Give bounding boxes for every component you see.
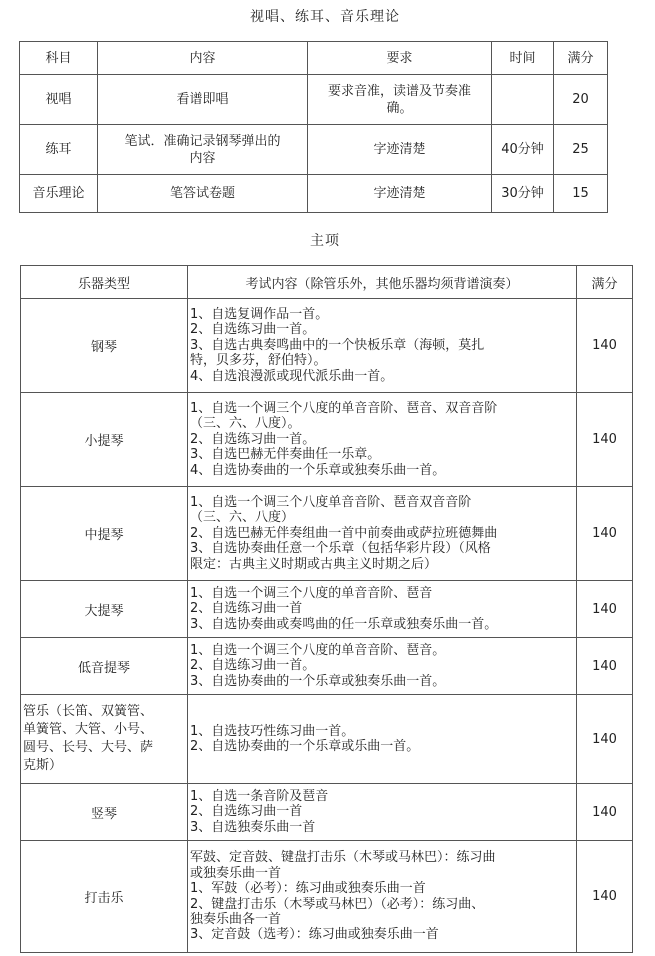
header-requirement: 要求 — [308, 42, 492, 75]
header-content: 内容 — [98, 42, 308, 75]
content-cell: 1、自选一个调三个八度的单音音阶、琶音 2、自选练习曲一首 3、自选协奏曲或奏鸣曲的任一乐章或独奏乐曲一首。 — [188, 581, 577, 638]
instrument-cell: 小提琴 — [21, 393, 188, 487]
section-title-major: 主项 — [310, 233, 340, 249]
time-cell: 30分钟 — [492, 175, 554, 213]
score-cell: 140 — [577, 487, 633, 581]
requirement-cell: 字迹清楚 — [308, 125, 492, 175]
header-score: 满分 — [554, 42, 608, 75]
subject-cell: 练耳 — [20, 125, 98, 175]
theory-exam-table — [19, 41, 608, 213]
instrument-cell: 打击乐 — [21, 841, 188, 953]
content-cell: 看谱即唱 — [98, 75, 308, 125]
instrument-cell: 管乐（长笛、双簧管、 单簧管、大管、小号、 圆号、长号、大号、萨 克斯） — [21, 695, 188, 784]
score-cell: 140 — [577, 393, 633, 487]
instrument-cell: 中提琴 — [21, 487, 188, 581]
table-row — [20, 175, 608, 213]
table-row — [21, 581, 633, 638]
table-row — [21, 841, 633, 953]
header-exam-content: 考试内容（除管乐外，其他乐器均须背谱演奏） — [188, 266, 577, 299]
content-cell: 军鼓、定音鼓、键盘打击乐（木琴或马林巴）：练习曲 或独奏乐曲一首 1、军鼓（必考）：练习曲或独奏乐曲一首 2、键盘打击乐（木琴或马林巴）（必考）：练习曲、 独奏乐曲各一首 3、定音鼓（选考）：练习曲或独奏乐曲一首 — [188, 841, 577, 953]
major-exam-table — [20, 265, 633, 953]
content-cell: 1、自选一个调三个八度的单音音阶、琶音。 2、自选练习曲一首。 3、自选协奏曲的一个乐章或独奏乐曲一首。 — [188, 638, 577, 695]
content-cell: 1、自选复调作品一首。 2、自选练习曲一首。 3、自选古典奏鸣曲中的一个快板乐章（海顿，莫扎 特，贝多芬，舒伯特）。 4、自选浪漫派或现代派乐曲一首。 — [188, 299, 577, 393]
time-cell: 40分钟 — [492, 125, 554, 175]
requirement-cell: 字迹清楚 — [308, 175, 492, 213]
table-header-row — [21, 266, 633, 299]
table-row — [21, 638, 633, 695]
score-cell: 140 — [577, 581, 633, 638]
requirement-cell: 要求音准，读谱及节奏准 确。 — [308, 75, 492, 125]
header-time: 时间 — [492, 42, 554, 75]
table-header-row — [20, 42, 608, 75]
header-subject: 科目 — [20, 42, 98, 75]
content-cell: 笔答试卷题 — [98, 175, 308, 213]
time-cell — [492, 75, 554, 125]
score-cell: 140 — [577, 841, 633, 953]
table-row — [21, 784, 633, 841]
header-instrument: 乐器类型 — [21, 266, 188, 299]
table-row — [21, 695, 633, 784]
score-cell: 140 — [577, 695, 633, 784]
table-row — [21, 487, 633, 581]
score-cell: 140 — [577, 299, 633, 393]
instrument-cell: 竖琴 — [21, 784, 188, 841]
content-cell: 1、自选一个调三个八度的单音音阶、琶音、双音音阶 （三、六、八度）。 2、自选练习曲一首。 3、自选巴赫无伴奏曲任一乐章。 4、自选协奏曲的一个乐章或独奏乐曲一首。 — [188, 393, 577, 487]
content-cell: 1、自选一条音阶及琶音 2、自选练习曲一首 3、自选独奏乐曲一首 — [188, 784, 577, 841]
header-score: 满分 — [577, 266, 633, 299]
score-cell: 25 — [554, 125, 608, 175]
subject-cell: 音乐理论 — [20, 175, 98, 213]
score-cell: 140 — [577, 784, 633, 841]
content-cell: 1、自选一个调三个八度单音音阶、琶音双音音阶 （三、六、八度） 2、自选巴赫无伴奏组曲一首中前奏曲或萨拉班德舞曲 3、自选协奏曲任意一个乐章（包括华彩片段）（风格 限定：古典主义时期或古典主义时期之后） — [188, 487, 577, 581]
score-cell: 15 — [554, 175, 608, 213]
table-row — [21, 299, 633, 393]
table-row — [20, 75, 608, 125]
instrument-cell: 大提琴 — [21, 581, 188, 638]
section-title-theory: 视唱、练耳、音乐理论 — [250, 9, 400, 25]
table-row — [20, 125, 608, 175]
score-cell: 140 — [577, 638, 633, 695]
table-row — [21, 393, 633, 487]
content-cell: 笔试．准确记录钢琴弹出的 内容 — [98, 125, 308, 175]
content-cell: 1、自选技巧性练习曲一首。 2、自选协奏曲的一个乐章或乐曲一首。 — [188, 695, 577, 784]
score-cell: 20 — [554, 75, 608, 125]
instrument-cell: 钢琴 — [21, 299, 188, 393]
instrument-cell: 低音提琴 — [21, 638, 188, 695]
subject-cell: 视唱 — [20, 75, 98, 125]
